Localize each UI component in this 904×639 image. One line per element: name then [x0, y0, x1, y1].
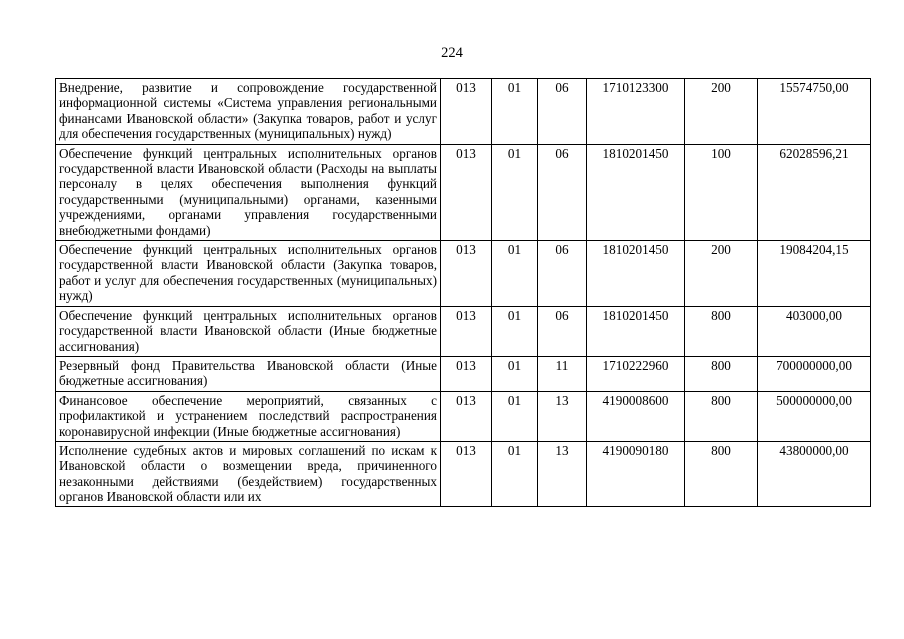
- subsection-code: 06: [538, 306, 587, 356]
- row-name: Финансовое обеспечение мероприятий, связанных с профилактикой и устранением последствий распространения коронавирусной инфекции (Иные бюджетные ассигнования): [56, 391, 441, 441]
- table-row: [56, 144, 871, 240]
- row-name: Обеспечение функций центральных исполнительных органов государственной власти Ивановской области (Иные бюджетные ассигнования): [56, 306, 441, 356]
- ministry-code: 013: [441, 79, 492, 145]
- subsection-code: 06: [538, 144, 587, 240]
- target-code: 1710123300: [587, 79, 685, 145]
- page-number: 224: [441, 45, 463, 61]
- section-code: 01: [492, 144, 538, 240]
- subsection-code: 06: [538, 241, 587, 307]
- amount: 500000000,00: [758, 391, 871, 441]
- expense-type-code: 800: [685, 306, 758, 356]
- subsection-code: 13: [538, 391, 587, 441]
- table-row: [56, 241, 871, 307]
- row-name: Внедрение, развитие и сопровождение государственной информационной системы «Система управления региональными финансами Ивановской области» (Закупка товаров, работ и услуг для обеспечения государственных (муниципальных) нужд): [56, 79, 441, 145]
- table-row: [56, 306, 871, 356]
- target-code: 1810201450: [587, 241, 685, 307]
- ministry-code: 013: [441, 144, 492, 240]
- row-name: Обеспечение функций центральных исполнительных органов государственной власти Ивановской области (Расходы на выплаты персоналу в целях обеспечения выполнения функций государственными (муниципальными) органами, казенными учреждениями, органами управления государственными внебюджетными фондами): [56, 144, 441, 240]
- amount: 403000,00: [758, 306, 871, 356]
- subsection-code: 11: [538, 356, 587, 391]
- section-code: 01: [492, 241, 538, 307]
- expense-type-code: 800: [685, 391, 758, 441]
- table-row: [56, 441, 871, 506]
- target-code: 1810201450: [587, 306, 685, 356]
- row-name: Резервный фонд Правительства Ивановской области (Иные бюджетные ассигнования): [56, 356, 441, 391]
- ministry-code: 013: [441, 241, 492, 307]
- row-name: Обеспечение функций центральных исполнительных органов государственной власти Ивановской области (Закупка товаров, работ и услуг для обеспечения государственных (муниципальных) нужд): [56, 241, 441, 307]
- section-code: 01: [492, 356, 538, 391]
- section-code: 01: [492, 79, 538, 145]
- amount: 62028596,21: [758, 144, 871, 240]
- table-row: [56, 356, 871, 391]
- amount: 43800000,00: [758, 441, 871, 506]
- expense-type-code: 200: [685, 241, 758, 307]
- section-code: 01: [492, 306, 538, 356]
- expense-type-code: 800: [685, 356, 758, 391]
- target-code: 1710222960: [587, 356, 685, 391]
- table-row: [56, 391, 871, 441]
- subsection-code: 13: [538, 441, 587, 506]
- expense-type-code: 800: [685, 441, 758, 506]
- table-body: [56, 79, 871, 507]
- subsection-code: 06: [538, 79, 587, 145]
- expense-type-code: 100: [685, 144, 758, 240]
- expense-type-code: 200: [685, 79, 758, 145]
- target-code: 4190008600: [587, 391, 685, 441]
- amount: 700000000,00: [758, 356, 871, 391]
- table-row: [56, 79, 871, 145]
- ministry-code: 013: [441, 441, 492, 506]
- amount: 15574750,00: [758, 79, 871, 145]
- ministry-code: 013: [441, 356, 492, 391]
- row-name: Исполнение судебных актов и мировых соглашений по искам к Ивановской области о возмещении вреда, причиненного незаконными действиями (бездействием) государственных органов Ивановской области или их: [59, 442, 437, 504]
- ministry-code: 013: [441, 391, 492, 441]
- section-code: 01: [492, 391, 538, 441]
- budget-table: [55, 78, 871, 507]
- row-name-cell: [56, 441, 441, 506]
- ministry-code: 013: [441, 306, 492, 356]
- section-code: 01: [492, 441, 538, 506]
- target-code: 4190090180: [587, 441, 685, 506]
- amount: 19084204,15: [758, 241, 871, 307]
- target-code: 1810201450: [587, 144, 685, 240]
